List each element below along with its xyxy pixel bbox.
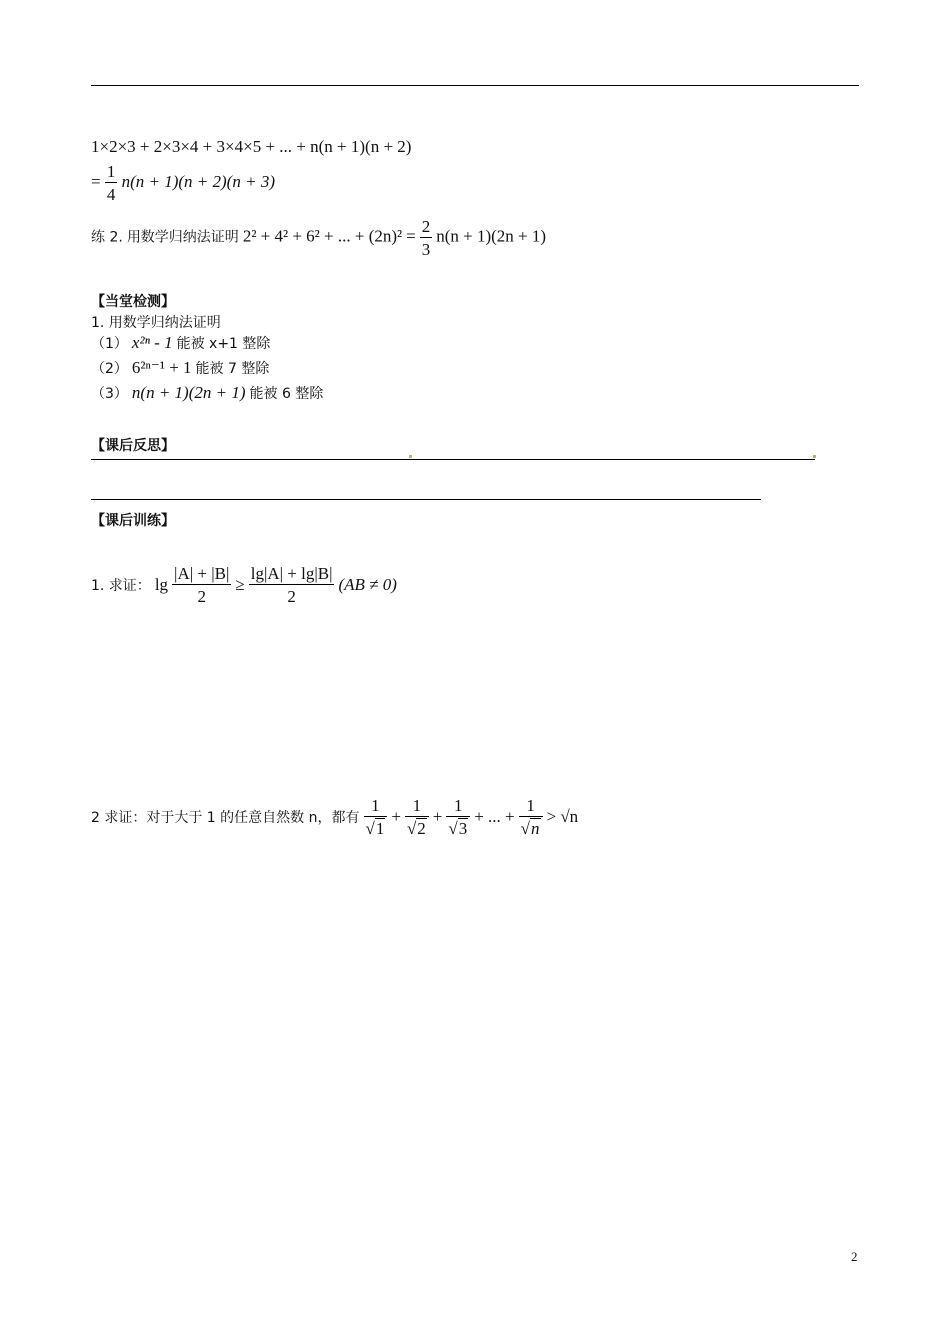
- check-item-3: （3） n(n + 1)(2n + 1) 能被 6 整除: [91, 383, 324, 402]
- q2-rhs: > √n: [546, 807, 579, 826]
- header-rule: [91, 85, 859, 86]
- page-number: 2: [851, 1249, 858, 1264]
- marker-dot: [409, 455, 412, 458]
- q2-ellipsis: + ... +: [474, 807, 515, 826]
- q1-left-fraction: $\frac{|A| + |B|}{2}$: [174, 564, 230, 606]
- section-title-check: 【当堂检测】: [91, 294, 175, 310]
- section-title-train: 【课后训练】: [91, 513, 175, 529]
- q1-lg: lg: [154, 575, 169, 594]
- section-title-reflect: 【课后反思】: [91, 438, 175, 454]
- check-item-1: （1） x²ⁿ - 1 能被 x+1 整除: [91, 333, 271, 352]
- check-item-math: 6²ⁿ⁻¹ + 1: [131, 358, 192, 377]
- train-question-1: [91, 565, 397, 605]
- check-item-2: （2） 6²ⁿ⁻¹ + 1 能被 7 整除: [91, 358, 270, 377]
- check-item-math: x²ⁿ - 1: [131, 333, 173, 352]
- practice-lhs: 2² + 4² + 6² + ... + (2n)²: [242, 226, 403, 246]
- formula-result-line: [91, 163, 275, 203]
- q2-text: 2 求证：对于大于 1 的任意自然数 n，都有: [91, 810, 360, 826]
- reflect-line-1: [91, 459, 815, 460]
- q1-condition: (AB ≠ 0): [338, 575, 397, 594]
- q1-geq: ≥: [235, 575, 245, 594]
- q2-term-2: $\frac{1}{√2}$: [405, 797, 429, 837]
- reflect-line-2: [91, 499, 761, 500]
- practice-rhs: n(n + 1)(2n + 1): [436, 226, 547, 246]
- marker-dot: [813, 455, 816, 458]
- practice-text: 用数学归纳法证明: [126, 229, 239, 246]
- formula-sum-line: [91, 137, 411, 157]
- q2-term-3: $\frac{1}{√3}$: [446, 797, 470, 837]
- q2-term-1: $\frac{1}{√1}$: [364, 797, 388, 837]
- fraction-one-quarter: $\frac{1}{4}$: [106, 162, 116, 204]
- check-item-math: n(n + 1)(2n + 1): [131, 383, 246, 402]
- q2-term-n: $\frac{1}{√n}$: [519, 797, 543, 837]
- formula-sum-text: 1×2×3 + 2×3×4 + 3×4×5 + ... + n(n + 1)(n + 2): [91, 137, 412, 156]
- equals-sign: =: [91, 171, 101, 191]
- train-question-2: 2 求证：对于大于 1 的任意自然数 n，都有 $\frac{1}{√1}$ + $\frac{1}{√2}$ + $\frac{1}{√3}$ + ... + $\frac{1}{√n}$ > √n: [91, 796, 579, 838]
- practice-label: 练 2.: [91, 229, 123, 246]
- formula-result-text: n(n + 1)(n + 2)(n + 3): [121, 171, 275, 191]
- equals-sign: =: [406, 226, 416, 246]
- q1-right-fraction: $\frac{\lg|A| + \lg|B|}{2}$: [250, 564, 333, 606]
- check-intro: 1. 用数学归纳法证明: [91, 315, 221, 331]
- practice-2-line: [91, 218, 546, 258]
- fraction-two-thirds: $\frac{2}{3}$: [421, 217, 431, 259]
- q1-label: 1. 求证：: [91, 578, 151, 594]
